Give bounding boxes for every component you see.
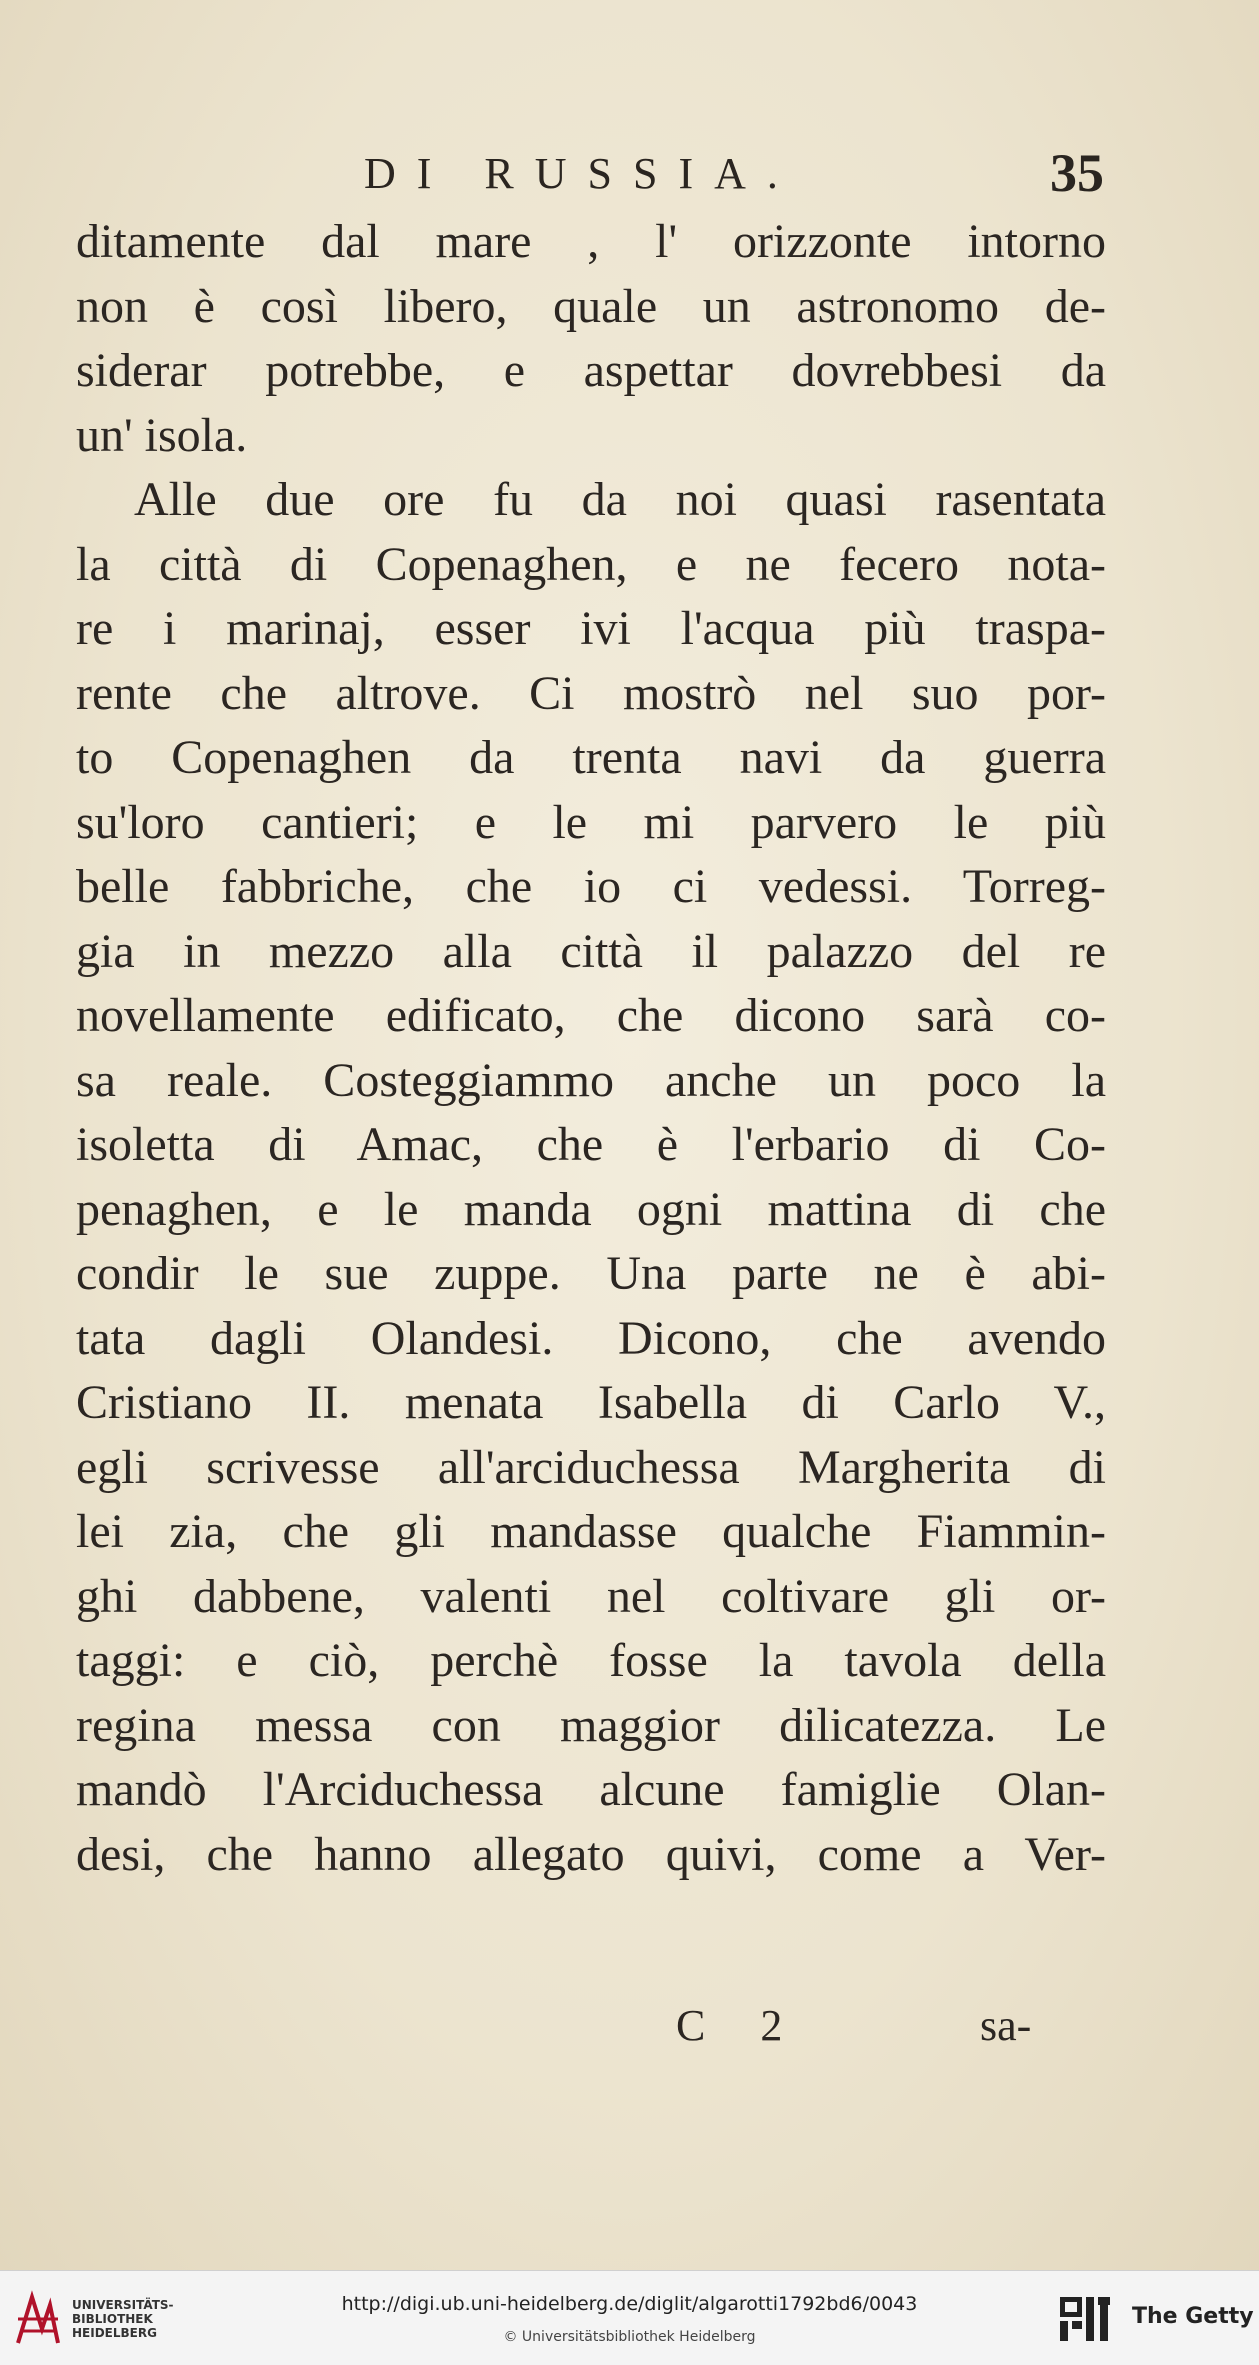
text-line: penaghen, e le manda ogni mattina di che (76, 1182, 1106, 1236)
text-line: to Copenaghen da trenta navi da guerra (76, 731, 1106, 784)
text-line: lei zia, che gli mandasse qualche Fiammin- (76, 1505, 1106, 1558)
text-line: siderar potrebbe, e aspettar dovrebbesi da (76, 344, 1106, 397)
running-head (0, 143, 1259, 208)
text-line: isoletta di Amac, che è l'erbario di Co- (76, 1118, 1106, 1171)
copyright-notice: © Universitätsbibliothek Heidelberg (503, 2329, 756, 2345)
getty-logo-icon[interactable] (1058, 2295, 1112, 2343)
viewer-footer (0, 2270, 1259, 2365)
text-line: mandò l'Arciduchessa alcune famiglie Olan- (76, 1763, 1106, 1816)
text-line: regina messa con maggior dilicatezza. Le (76, 1698, 1106, 1752)
text-line: Alle due ore fu da noi quasi rasentata (134, 473, 1106, 526)
catchword: sa- (980, 2001, 1032, 2050)
text-line: la città di Copenaghen, e ne fecero nota- (76, 537, 1106, 591)
text-line: belle fabbriche, che io ci vedessi. Torreg- (76, 860, 1106, 913)
text-line: ditamente dal mare , l' orizzonte intorno (76, 215, 1106, 268)
text-line: un' isola. (76, 408, 248, 462)
permalink-url[interactable]: http://digi.ub.uni-heidelberg.de/diglit/algarotti1792bd6/0043 (341, 2293, 918, 2315)
signature-mark: C 2 (676, 2001, 805, 2050)
text-line: rente che altrove. Ci mostrò nel suo por- (76, 666, 1106, 720)
text-line: desi, che hanno allegato quivi, come a Ver- (76, 1827, 1106, 1881)
body-text (76, 210, 1106, 1887)
text-line: gia in mezzo alla città il palazzo del re (76, 924, 1106, 978)
text-line: egli scrivesse all'arciduchessa Margherita di (76, 1440, 1106, 1494)
text-line: condir le sue zuppe. Una parte ne è abi- (76, 1247, 1106, 1300)
text-line: taggi: e ciò, perchè fosse la tavola della (76, 1634, 1106, 1687)
text-line: tata dagli Olandesi. Dicono, che avendo (76, 1311, 1106, 1365)
catchline (0, 2000, 1259, 2060)
text-line: su'loro cantieri; e le mi parvero le più (76, 795, 1106, 849)
text-line: re i marinaj, esser ivi l'acqua più traspa- (76, 602, 1106, 655)
library-name-line: HEIDELBERG (72, 2326, 157, 2340)
page-number: 35 (1050, 143, 1104, 203)
text-line: ghi dabbene, valenti nel coltivare gli or- (76, 1569, 1106, 1623)
library-name-line: BIBLIOTHEK (72, 2312, 153, 2326)
running-title: DI RUSSIA. (364, 149, 799, 198)
text-line: non è così libero, quale un astronomo de- (76, 279, 1106, 333)
library-name-line: UNIVERSITÄTS- (72, 2298, 174, 2312)
text-line: sa reale. Costeggiammo anche un poco la (76, 1053, 1106, 1107)
text-line: novellamente edificato, che dicono sarà co- (76, 989, 1106, 1042)
getty-name: The Getty (1132, 2304, 1254, 2329)
text-line: Cristiano II. menata Isabella di Carlo V., (76, 1376, 1106, 1429)
